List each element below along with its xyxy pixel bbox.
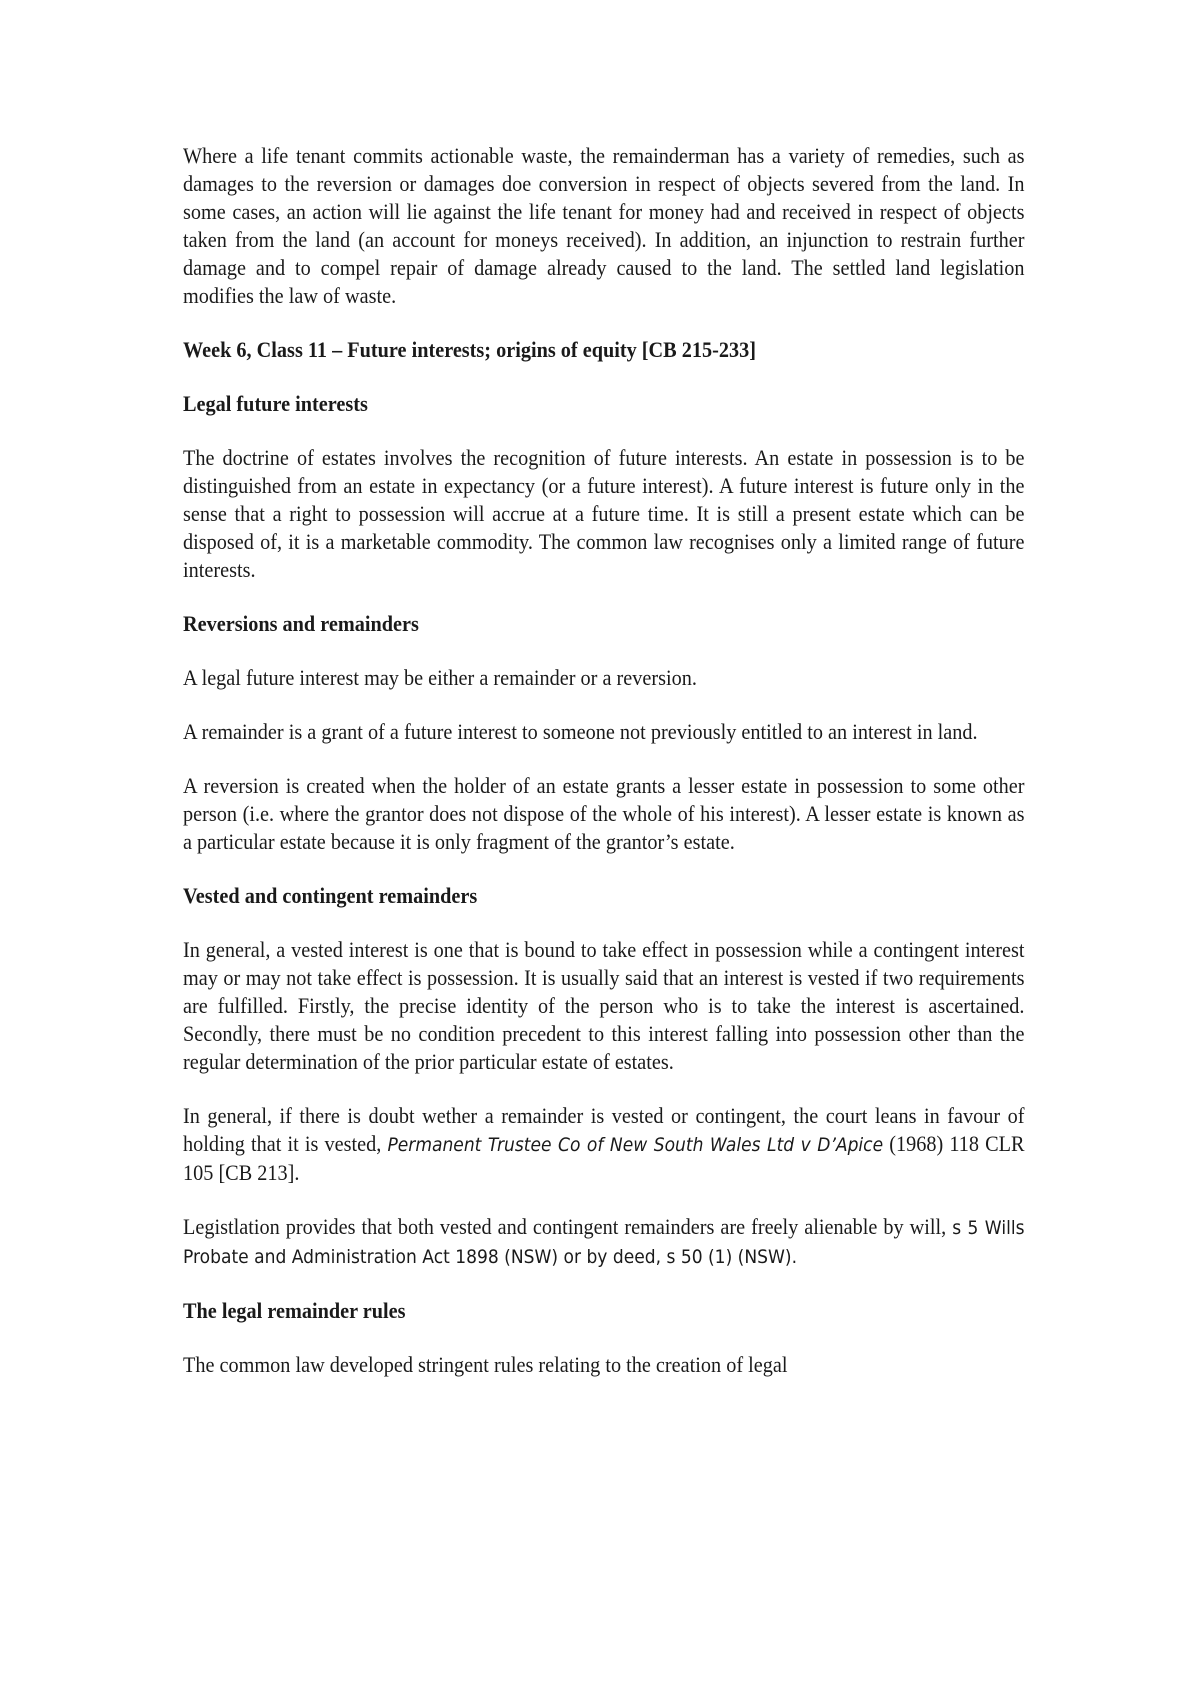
heading-legal-future-interests: Legal future interests — [183, 391, 368, 416]
heading-week-6-class-11: Week 6, Class 11 – Future interests; origins of equity [CB 215-233] — [183, 337, 756, 362]
act-citation: s 5 Wills Probate and Administration Act 1898 (NSW) or by deed, s 50 (1) (NSW). — [183, 1217, 1025, 1268]
heading-vested-and-contingent: Vested and contingent remainders — [183, 883, 478, 908]
heading-legal-remainder-rules: The legal remainder rules — [183, 1298, 406, 1323]
paragraph-remainder-definition: A remainder is a grant of a future interest to someone not previously entitled to an interest in land. — [183, 719, 978, 744]
paragraph-legislation — [183, 1213, 1025, 1271]
paragraph-reversion-definition: A reversion is created when the holder of an estate grants a lesser estate in possession to some other person (i.e. where the grantor does not dispose of the whole of his interest). A lesser estate is known as a particular estate because it is only fragment of the grantor’s estate. — [183, 773, 1025, 854]
doubt-text: In general, if there is doubt wether a remainder is vested or contingent, the court leans in favour of holding that it is vested, — [183, 1103, 1025, 1156]
paragraph-common-law-rules: The common law developed stringent rules relating to the creation of legal — [183, 1352, 788, 1377]
paragraph-vested-interest: In general, a vested interest is one that is bound to take effect in possession while a contingent interest may or may not take effect is possession. It is usually said that an interest is vested if two requirements are fulfilled. Firstly, the precise identity of the person who is to take the interest is ascertained. Secondly, there must be no condition precedent to this interest falling into possession other than the regular determination of the prior particular estate of estates. — [183, 937, 1025, 1074]
legislation-text: Legistlation provides that both vested and contingent remainders are freely alienable by will, — [183, 1214, 953, 1239]
paragraph-doctrine-of-estates: The doctrine of estates involves the recognition of future interests. An estate in possession is to be distinguished from an estate in expectancy (or a future interest). A future interest is future only in the sense that a right to possession will accrue at a future time. It is still a present estate which can be disposed of, it is a marketable commodity. The common law recognises only a limited range of future interests. — [183, 445, 1025, 582]
paragraph-legal-future-interest: A legal future interest may be either a remainder or a reversion. — [183, 665, 697, 690]
document-page — [183, 142, 1025, 1405]
paragraph-waste-remedies: Where a life tenant commits actionable waste, the remainderman has a variety of remedies, such as damages to the reversion or damages doe conversion in respect of objects severed from the land. In some cases, an action will lie against the life tenant for money had and received in respect of objects taken from the land (an account for moneys received). In addition, an injunction to restrain further damage and to compel repair of damage already caused to the land. The settled land legislation modifies the law of waste. — [183, 143, 1025, 308]
heading-reversions-and-remainders: Reversions and remainders — [183, 611, 419, 636]
paragraph-doubt-vested — [183, 1102, 1025, 1187]
case-citation: Permanent Trustee Co of New South Wales Ltd v D’Apice — [387, 1134, 884, 1156]
citation-reference: (1968) 118 CLR 105 [CB 213]. — [183, 1131, 1025, 1185]
